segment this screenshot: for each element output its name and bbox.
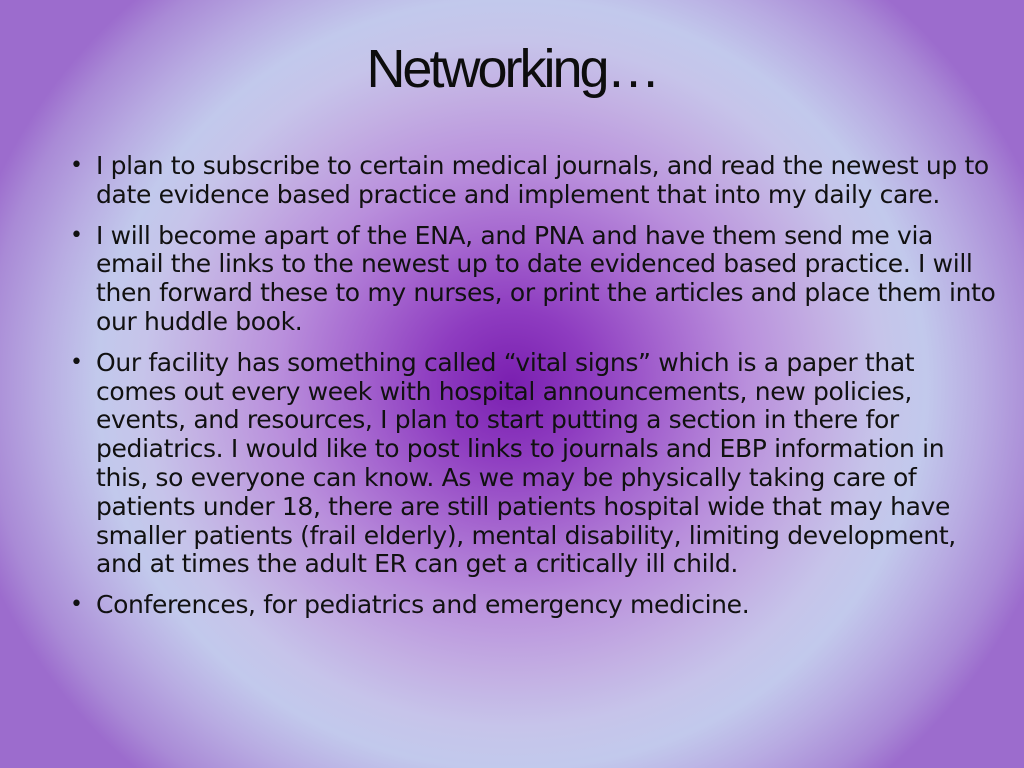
bullet-item — [70, 222, 1000, 337]
bullet-point-icon: • — [70, 592, 83, 618]
bullet-text: Our facility has something called “vital signs” which is a paper that comes out every week with hospital announcements, new policies, events, and resources, I plan to start putting a section in there for pediatrics. I would like to post links to journals and EBP information in this, so everyone can know. As we may be physically taking care of patients under 18, there are still patients hospital wide that may have smaller patients (frail elderly), mental disability, limiting development, and at times the adult ER can get a critically ill child. — [96, 347, 956, 579]
bullet-item — [70, 152, 1000, 210]
bullet-list — [70, 152, 1000, 632]
bullet-item — [70, 591, 1000, 620]
bullet-point-icon: • — [70, 222, 83, 248]
bullet-point-icon: • — [70, 153, 83, 178]
slide-title: Networking… — [366, 39, 658, 99]
bullet-text: I plan to subscribe to certain medical journals, and read the newest up to date evidence based practice and implement that into my daily care. — [96, 151, 989, 209]
bullet-point-icon: • — [70, 349, 83, 375]
bullet-text: I will become apart of the ENA, and PNA and have them send me via email the links to the newest up to date evidenced based practice. I will then forward these to my nurses, or print the articles and place them into our huddle book. — [96, 220, 996, 336]
bullet-item — [70, 349, 1000, 579]
bullet-text: Conferences, for pediatrics and emergency medicine. — [96, 590, 750, 620]
